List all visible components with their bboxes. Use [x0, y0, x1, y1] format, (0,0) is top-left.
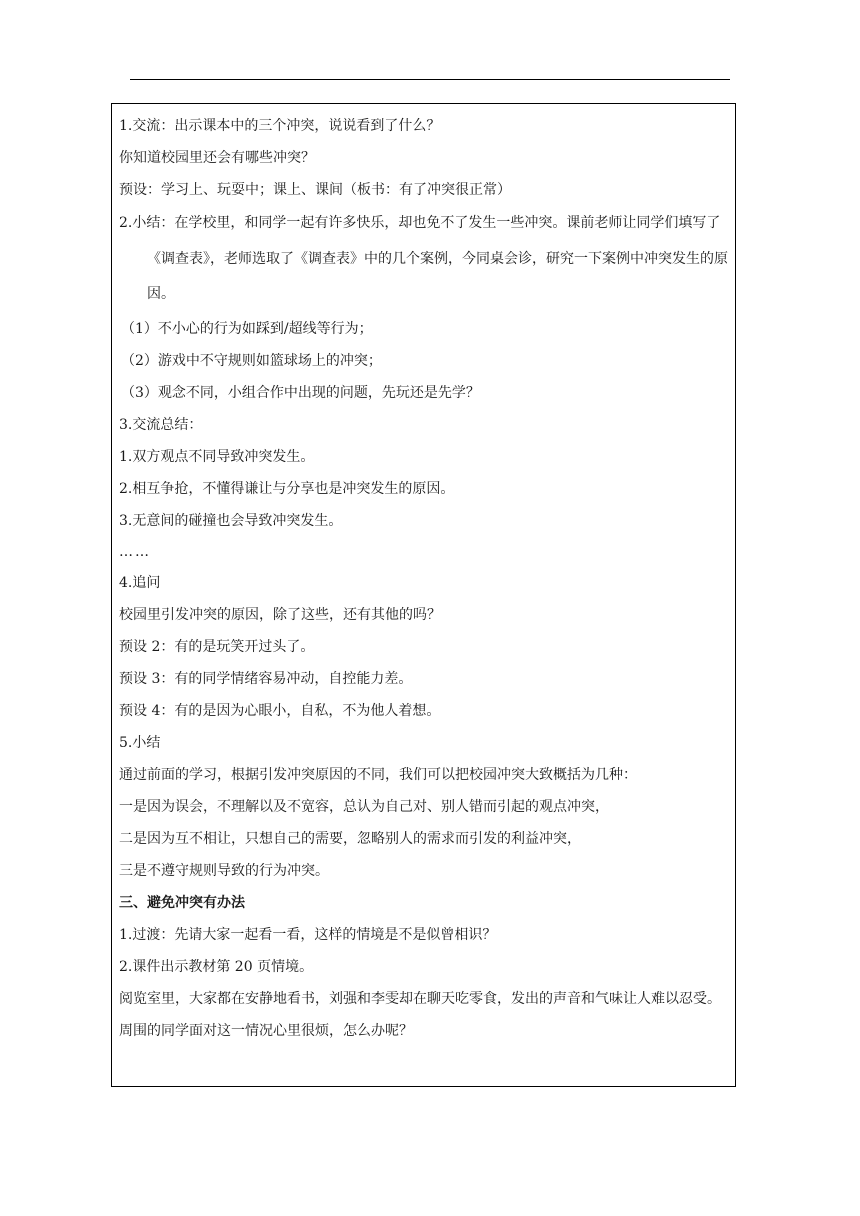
ellipsis: ……	[119, 543, 151, 560]
paragraph-summary: 2.小结：在学校里，和同学一起有许多快乐，却也免不了发生一些冲突。课前老师让同学们填写了《调查表》，老师选取了《调查表》中的几个案例，今同桌会诊，研究一下案例中冲突发生的原因。	[119, 215, 728, 302]
line-preset: 预设：学习上、玩耍中；课上、课间（板书：有了冲突很正常）	[119, 182, 511, 198]
line-courseware: 2.课件出示教材第 20 页情境。	[119, 958, 314, 975]
line-follow-up-question: 校园里引发冲突的原因，除了这些，还有其他的吗？	[119, 606, 441, 623]
preset-4: 预设 4：有的是因为心眼小，自私，不为他人着想。	[119, 702, 441, 719]
header-rule	[130, 79, 730, 80]
preset-3: 预设 3：有的同学情绪容易冲动，自控能力差。	[119, 670, 413, 687]
line-exchange: 1.交流：出示课本中的三个冲突，说说看到了什么？	[119, 118, 441, 134]
summary-item-3: 3.无意间的碰撞也会导致冲突发生。	[119, 512, 343, 529]
preset-2: 预设 2：有的是玩笑开过头了。	[119, 638, 315, 655]
line-exchange-summary: 3.交流总结：	[119, 416, 203, 433]
line-follow-up: 4.追问	[119, 574, 161, 591]
case-item-3: （3）观念不同，小组合作中出现的问题，先玩还是先学？	[121, 384, 480, 401]
conclusion-type-1: 一是因为误会，不理解以及不宽容，总认为自己对、别人错而引起的观点冲突，	[119, 798, 609, 815]
conclusion-type-3: 三是不遵守规则导致的行为冲突。	[119, 862, 329, 879]
line-conclusion: 5.小结	[119, 734, 161, 751]
conclusion-intro: 通过前面的学习，根据引发冲突原因的不同，我们可以把校园冲突大致概括为几种：	[119, 766, 637, 783]
section-heading: 三、避免冲突有办法	[119, 894, 245, 911]
summary-item-1: 1.双方观点不同导致冲突发生。	[119, 448, 315, 465]
paragraph-scenario: 阅览室里，大家都在安静地看书，刘强和李雯却在聊天吃零食，发出的声音和气味让人难以忍受。周围的同学面对这一情况心里很烦，怎么办呢？	[119, 990, 721, 1039]
case-item-1: （1）不小心的行为如踩到/超线等行为；	[121, 320, 373, 337]
conclusion-type-2: 二是因为互不相让，只想自己的需要，忽略别人的需求而引发的利益冲突，	[119, 830, 581, 847]
line-question: 你知道校园里还会有哪些冲突？	[119, 150, 315, 166]
case-item-2: （2）游戏中不守规则如篮球场上的冲突；	[121, 352, 382, 369]
lesson-content	[119, 110, 729, 1047]
summary-item-2: 2.相互争抢，不懂得谦让与分享也是冲突发生的原因。	[119, 480, 455, 497]
line-transition: 1.过渡：先请大家一起看一看，这样的情境是不是似曾相识？	[119, 926, 497, 943]
